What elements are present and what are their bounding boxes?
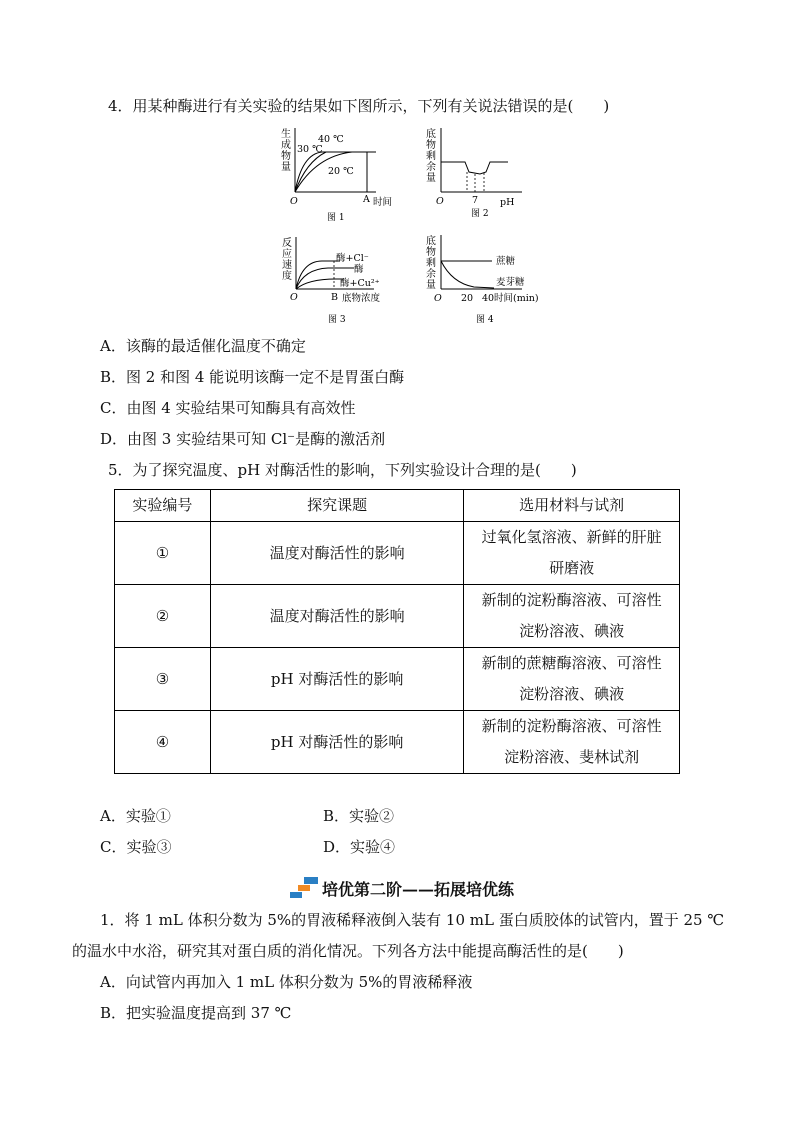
fig3-origin: O xyxy=(290,292,298,303)
fig1-ylabel-2: 成 xyxy=(281,140,291,151)
fig3-caption: 图 3 xyxy=(328,315,346,325)
table-row xyxy=(115,522,680,585)
materials-line-2: 淀粉溶液、碘液 xyxy=(519,685,625,703)
table-row xyxy=(115,711,680,774)
fig1-ylabel-1: 生 xyxy=(281,129,291,140)
row-id: ③ xyxy=(115,648,211,711)
section-title: 培优第二阶——拓展培优练 xyxy=(322,880,515,899)
q5-stem: 5．为了探究温度、pH 对酶活性的影响，下列实验设计合理的是( ) xyxy=(108,461,577,479)
e1-option-b: B．把实验温度提高到 37 ℃ xyxy=(100,1004,292,1022)
fig3-ylabel-2: 应 xyxy=(282,249,292,260)
row-topic: 温度对酶活性的影响 xyxy=(210,522,464,585)
materials-line-1: 新制的淀粉酶溶液、可溶性 xyxy=(481,591,662,609)
fig4-xtick-20: 20 xyxy=(461,293,474,304)
q5-option-b: B．实验② xyxy=(323,807,395,825)
q4-stem: 4．用某种酶进行有关实验的结果如下图所示，下列有关说法错误的是( ) xyxy=(108,97,610,115)
fig1-label-40: 40 ℃ xyxy=(318,134,344,145)
figure-1 xyxy=(276,126,406,222)
header-id: 实验编号 xyxy=(115,490,211,522)
row-topic: 温度对酶活性的影响 xyxy=(210,585,464,648)
q4-option-d: D．由图 3 实验结果可知 Cl⁻是酶的激活剂 xyxy=(100,430,386,448)
row-materials xyxy=(464,711,680,774)
row-id: ④ xyxy=(115,711,211,774)
fig4-label-sucrose: 蔗糖 xyxy=(496,256,516,267)
fig3-xmark-b: B xyxy=(331,292,338,303)
row-id: ② xyxy=(115,585,211,648)
figure-4 xyxy=(422,233,550,329)
materials-line-2: 淀粉溶液、碘液 xyxy=(519,622,625,640)
fig2-ylabel-1: 底 xyxy=(426,129,436,140)
fig2-ylabel-4: 余 xyxy=(426,162,436,173)
materials-line-1: 过氧化氢溶液、新鲜的肝脏 xyxy=(481,528,662,546)
fig3-ylabel-3: 速 xyxy=(282,260,292,271)
table-row xyxy=(115,585,680,648)
q4-option-b: B．图 2 和图 4 能说明该酶一定不是胃蛋白酶 xyxy=(100,368,405,386)
materials-line-1: 新制的淀粉酶溶液、可溶性 xyxy=(481,717,662,735)
fig2-ylabel-5: 量 xyxy=(426,173,436,184)
row-materials xyxy=(464,522,680,585)
fig3-curve-cu xyxy=(296,279,344,289)
row-topic: pH 对酶活性的影响 xyxy=(210,711,464,774)
fig3-label-cu: 酶+Cu²⁺ xyxy=(340,278,380,289)
materials-line-2: 淀粉溶液、斐林试剂 xyxy=(504,748,640,766)
fig1-label-30: 30 ℃ xyxy=(297,144,323,155)
q5-option-c: C．实验③ xyxy=(100,838,172,856)
fig2-xtick-7: 7 xyxy=(472,195,479,206)
fig2-ylabel-2: 物 xyxy=(426,140,436,151)
fig4-curve-maltose xyxy=(441,261,494,288)
fig3-ylabel-4: 度 xyxy=(282,271,292,282)
fig2-origin: O xyxy=(436,196,444,207)
fig2-curve xyxy=(441,162,508,174)
q5-option-d: D．实验④ xyxy=(323,838,396,856)
row-materials xyxy=(464,585,680,648)
row-topic: pH 对酶活性的影响 xyxy=(210,648,464,711)
q4-option-a: A．该酶的最适催化温度不确定 xyxy=(100,337,306,355)
e1-option-a: A．向试管内再加入 1 mL 体积分数为 5%的胃液稀释液 xyxy=(100,973,473,991)
fig2-xlabel: pH xyxy=(500,197,515,208)
fig1-xlabel: 时间 xyxy=(373,197,393,208)
fig4-xlabel: 时间(min) xyxy=(494,293,539,304)
e1-stem-line-2: 的温水中水浴，研究其对蛋白质的消化情况。下列各方法中能提高酶活性的是( ) xyxy=(72,942,624,960)
q4-option-c: C．由图 4 实验结果可知酶具有高效性 xyxy=(100,399,356,417)
fig1-origin: O xyxy=(290,196,298,207)
table-row xyxy=(115,648,680,711)
figure-3 xyxy=(278,233,398,329)
section-bullet-icon xyxy=(290,875,320,899)
fig4-ylabel-4: 余 xyxy=(426,269,436,280)
fig1-ylabel-4: 量 xyxy=(281,162,291,173)
fig4-origin: O xyxy=(434,293,442,304)
header-topic: 探究课题 xyxy=(210,490,464,522)
fig3-ylabel-1: 反 xyxy=(282,238,292,249)
fig4-caption: 图 4 xyxy=(476,315,494,325)
fig1-label-20: 20 ℃ xyxy=(328,166,354,177)
header-materials: 选用材料与试剂 xyxy=(464,490,680,522)
row-materials xyxy=(464,648,680,711)
materials-line-2: 研磨液 xyxy=(549,559,595,577)
experiment-table xyxy=(114,489,680,774)
fig4-ylabel-1: 底 xyxy=(426,236,436,247)
row-id: ① xyxy=(115,522,211,585)
fig4-ylabel-5: 量 xyxy=(426,280,436,291)
fig3-xlabel: 底物浓度 xyxy=(342,293,381,304)
q5-option-a: A．实验① xyxy=(100,807,171,825)
fig4-xtick-40: 40 xyxy=(482,293,495,304)
fig2-ylabel-3: 剩 xyxy=(426,151,436,162)
materials-line-1: 新制的蔗糖酶溶液、可溶性 xyxy=(481,654,662,672)
table-header-row xyxy=(115,490,680,522)
e1-stem-line-1: 1．将 1 mL 体积分数为 5%的胃液稀释液倒入装有 10 mL 蛋白质胶体的试管内，置于 25 ℃ xyxy=(100,911,725,929)
fig3-label-enzyme: 酶 xyxy=(354,264,364,275)
fig4-ylabel-3: 剩 xyxy=(426,258,436,269)
fig4-ylabel-2: 物 xyxy=(426,247,436,258)
fig4-label-maltose: 麦芽糖 xyxy=(496,277,525,288)
figure-2 xyxy=(422,126,542,222)
fig3-label-cl: 酶+Cl⁻ xyxy=(336,253,369,264)
fig1-xmark-a: A xyxy=(363,194,370,205)
fig2-caption: 图 2 xyxy=(471,209,489,219)
fig1-ylabel-3: 物 xyxy=(281,151,291,162)
fig1-caption: 图 1 xyxy=(327,213,345,222)
